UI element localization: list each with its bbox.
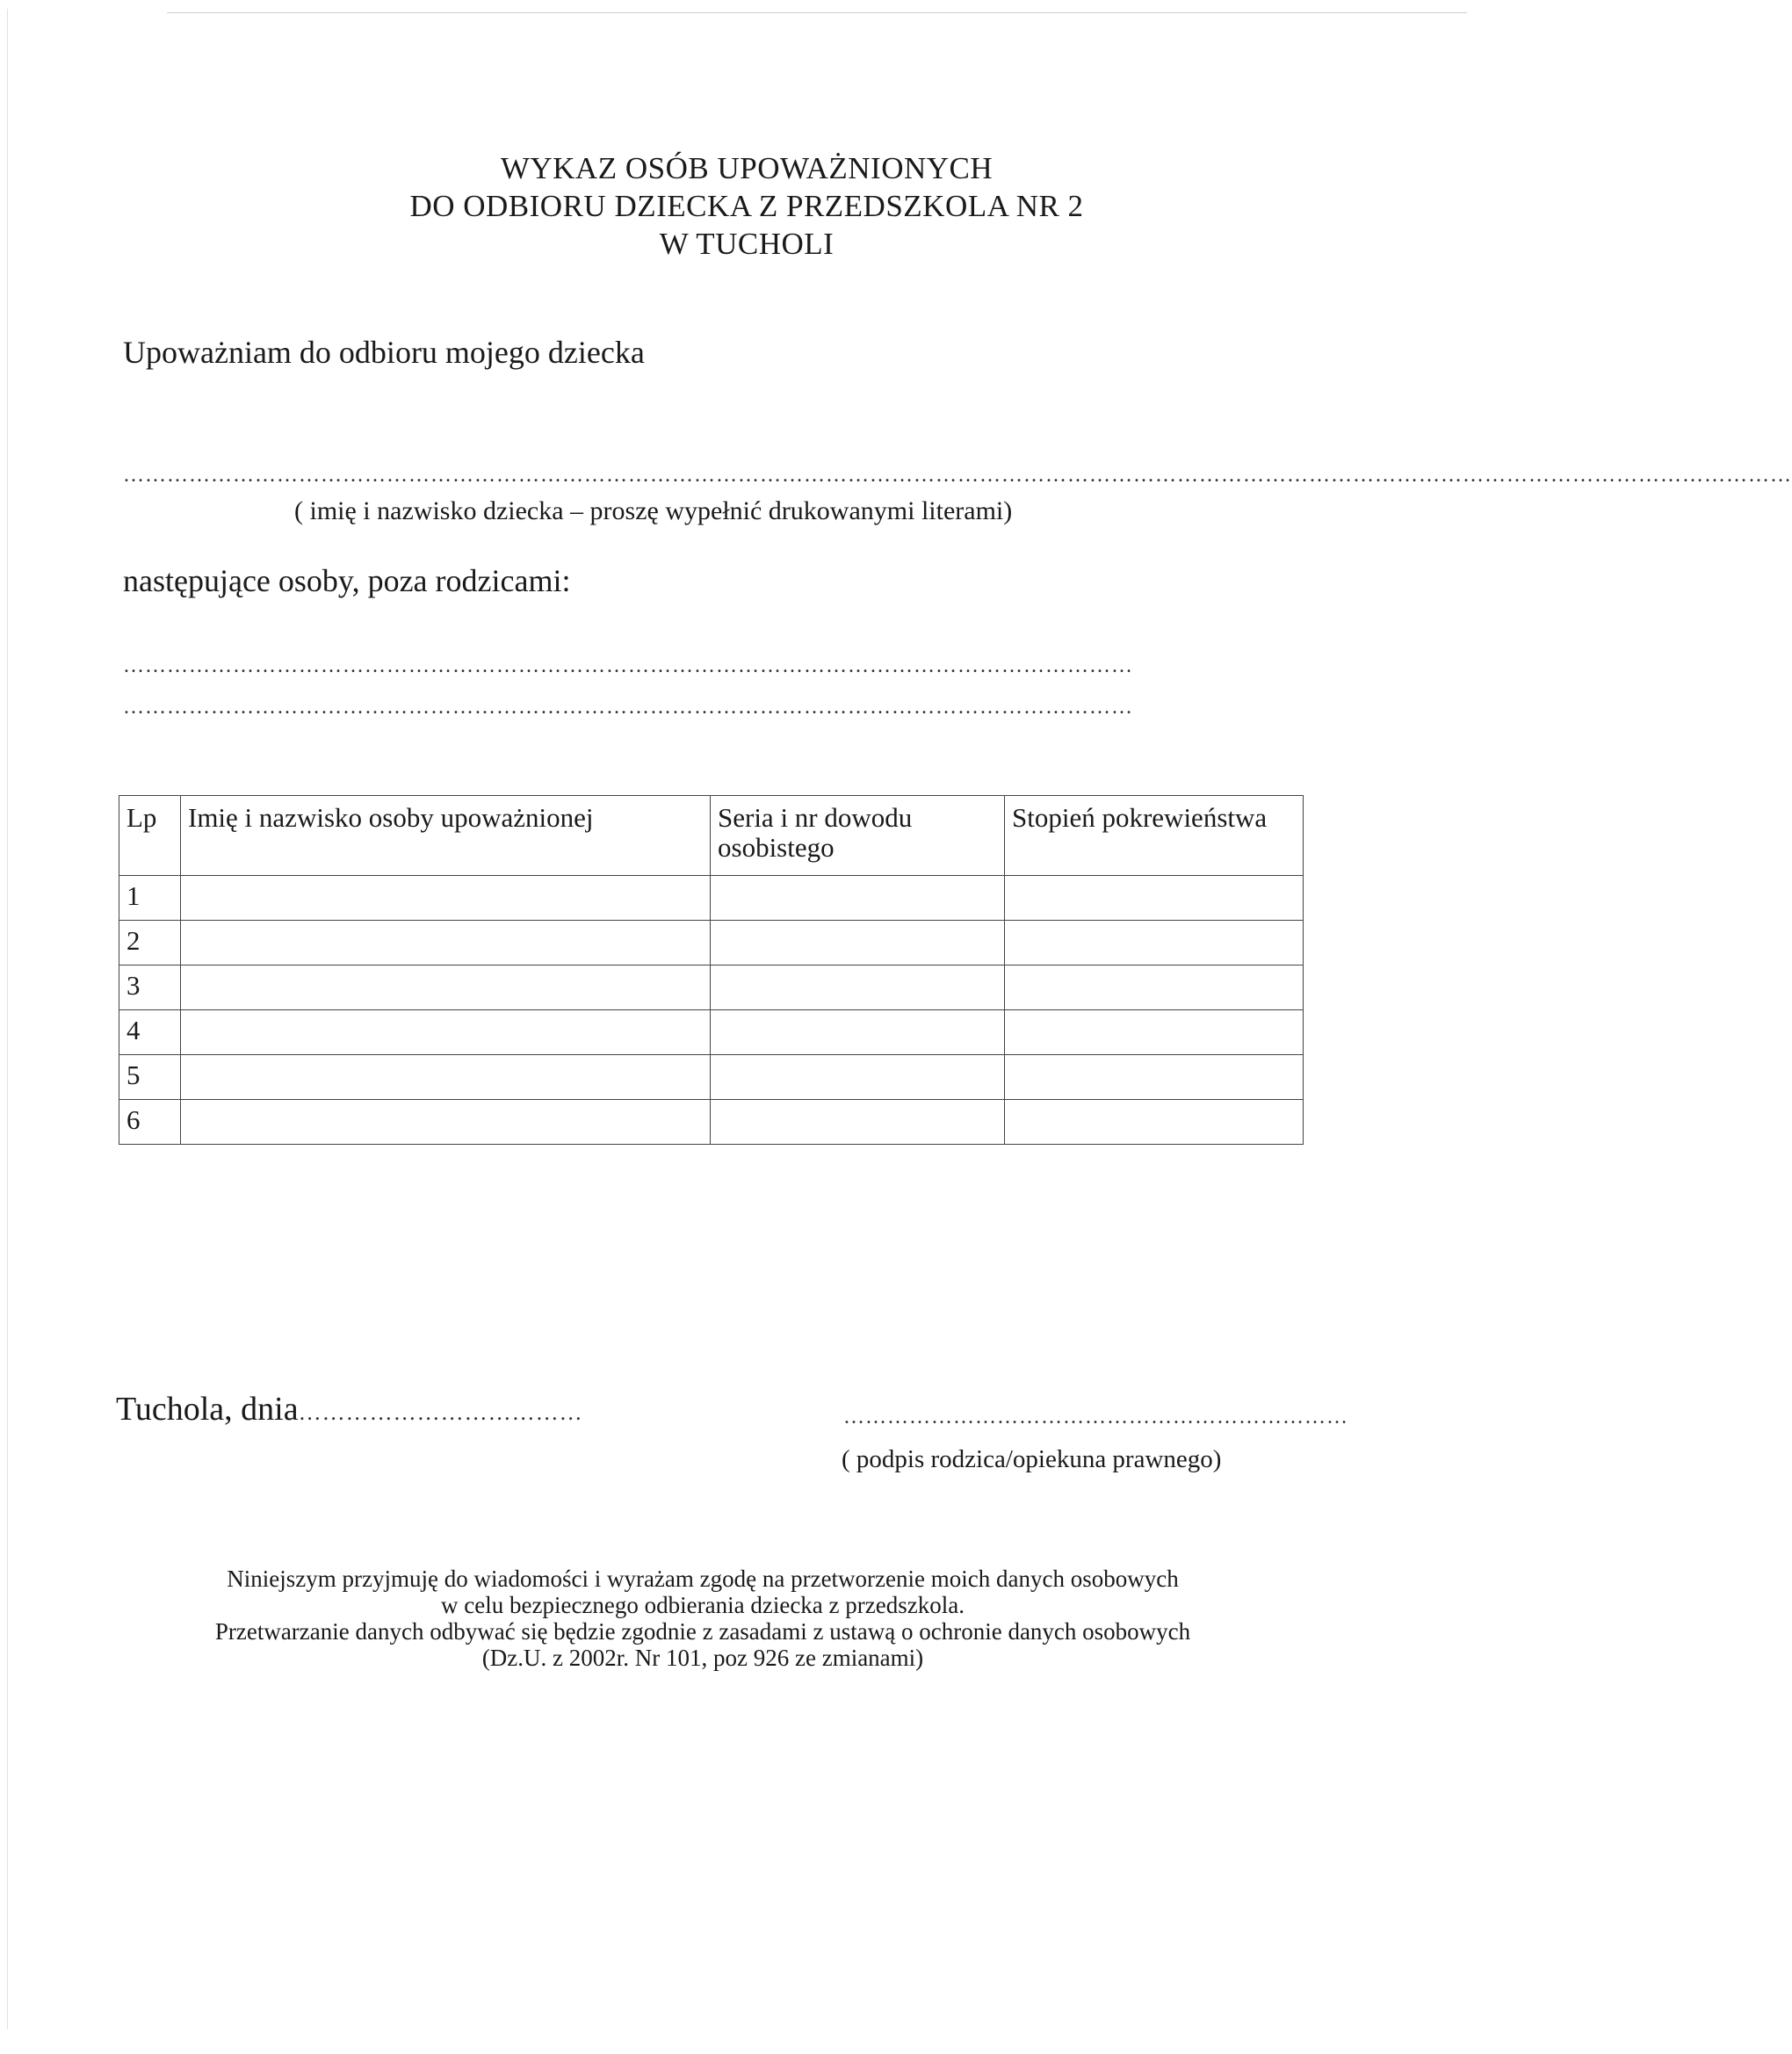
consent-statement xyxy=(0,1566,1405,1671)
child-name-hint: ( imię i nazwisko dziecka – proszę wypełnić drukowanymi literami) xyxy=(294,496,1013,525)
table-row xyxy=(119,876,1304,921)
table-row xyxy=(119,1055,1304,1100)
form-title xyxy=(0,149,1493,263)
name-cell[interactable] xyxy=(181,1055,711,1100)
header-name: Imię i nazwisko osoby upoważnionej xyxy=(181,796,711,876)
name-cell[interactable] xyxy=(181,876,711,921)
id-cell[interactable] xyxy=(711,921,1005,966)
row-number: 2 xyxy=(119,921,181,966)
id-cell[interactable] xyxy=(711,1010,1005,1055)
table-header-row xyxy=(119,796,1304,876)
header-relationship: Stopień pokrewieństwa xyxy=(1005,796,1304,876)
persons-dotted-line-2[interactable]: ………………………………………………………………………………………………………………………… xyxy=(123,696,1133,719)
id-cell[interactable] xyxy=(711,1055,1005,1100)
relation-cell[interactable] xyxy=(1005,1055,1304,1100)
persons-label: następujące osoby, poza rodzicami: xyxy=(123,563,571,598)
header-lp: Lp xyxy=(119,796,181,876)
title-line-2: DO ODBIORU DZIECKA Z PRZEDSZKOLA NR 2 xyxy=(409,189,1084,223)
scan-edge-line xyxy=(167,12,1467,13)
consent-line-2: w celu bezpiecznego odbierania dziecka z przedszkola. xyxy=(441,1592,965,1618)
child-name-dotted-line: ………………………………………………………………………………………………………………………………………………………………………………………………………… xyxy=(123,464,1792,487)
table-row xyxy=(119,966,1304,1010)
authorized-persons-table xyxy=(119,795,1304,1145)
row-number: 4 xyxy=(119,1010,181,1055)
consent-line-3: Przetwarzanie danych odbywać się będzie zgodnie z zasadami z ustawą o ochronie danych osobowych xyxy=(214,1618,1191,1645)
relation-cell[interactable] xyxy=(1005,876,1304,921)
table-row xyxy=(119,1100,1304,1145)
table-row xyxy=(119,921,1304,966)
row-number: 3 xyxy=(119,966,181,1010)
row-number: 6 xyxy=(119,1100,181,1145)
id-cell[interactable] xyxy=(711,966,1005,1010)
authorization-intro: Upoważniam do odbioru mojego dziecka xyxy=(123,335,645,370)
consent-line-4: (Dz.U. z 2002r. Nr 101, poz 926 ze zmianami) xyxy=(481,1645,924,1671)
consent-line-1: Niniejszym przyjmuję do wiadomości i wyrażam zgodę na przetworzenie moich danych osobowych xyxy=(227,1566,1179,1592)
row-number: 5 xyxy=(119,1055,181,1100)
persons-dotted-line-1[interactable]: ………………………………………………………………………………………………………………………… xyxy=(123,655,1133,677)
header-id-number: Seria i nr dowodu osobistego xyxy=(711,796,1005,876)
id-cell[interactable] xyxy=(711,876,1005,921)
name-cell[interactable] xyxy=(181,1010,711,1055)
signature-dotted-line[interactable]: …………………………………………………………… xyxy=(843,1406,1348,1428)
place-date-label: Tuchola, dnia xyxy=(116,1391,299,1428)
name-cell[interactable] xyxy=(181,921,711,966)
child-name-field[interactable] xyxy=(123,464,1792,490)
place-date-field[interactable] xyxy=(116,1390,583,1428)
table-row xyxy=(119,1010,1304,1055)
row-number: 1 xyxy=(119,876,181,921)
scan-edge-line-left xyxy=(7,9,8,2029)
relation-cell[interactable] xyxy=(1005,1100,1304,1145)
date-dotted-line: ……………………………… xyxy=(298,1399,583,1425)
name-cell[interactable] xyxy=(181,966,711,1010)
title-line-1: WYKAZ OSÓB UPOWAŻNIONYCH xyxy=(500,151,994,185)
relation-cell[interactable] xyxy=(1005,921,1304,966)
name-cell[interactable] xyxy=(181,1100,711,1145)
id-cell[interactable] xyxy=(711,1100,1005,1145)
signature-hint: ( podpis rodzica/opiekuna prawnego) xyxy=(842,1445,1222,1473)
relation-cell[interactable] xyxy=(1005,1010,1304,1055)
title-line-3: W TUCHOLI xyxy=(659,227,835,261)
relation-cell[interactable] xyxy=(1005,966,1304,1010)
